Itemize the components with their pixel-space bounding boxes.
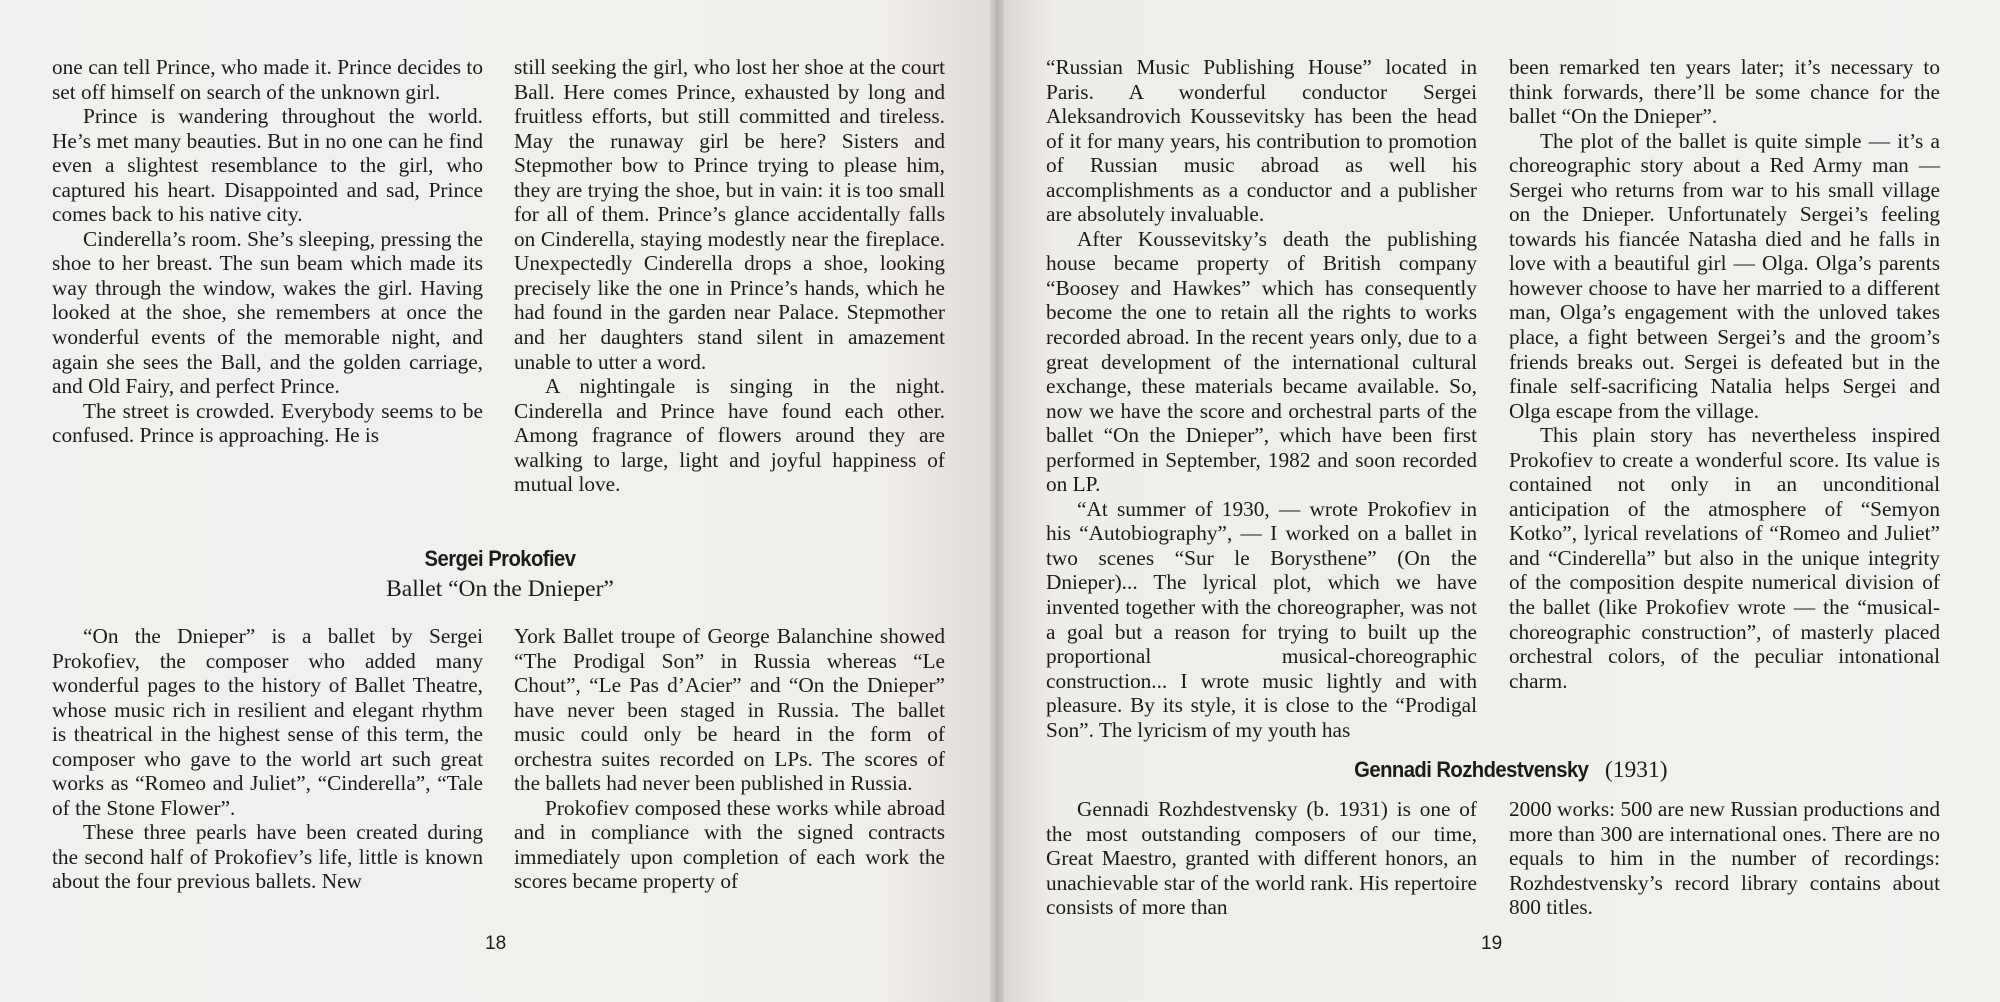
section-heading-prokofiev xyxy=(300,544,700,604)
left-top-column-1 xyxy=(52,55,483,448)
right-top-column-1 xyxy=(1046,55,1477,742)
heading-ballet-title: Ballet “On the Dnieper” xyxy=(386,576,614,602)
paragraph: The plot of the ballet is quite simple — it’s a choreographic story about a Red Army man — Sergei who returns from war to his small village on the Dnieper. Unfortunately Sergei’s feeling towards his fiancée Natasha died and he falls in love with a beautiful girl — Olga. Olga’s parents however choose to have her married to a different man, Olga’s engagement with the unloved takes place, a fight between Sergei’s and the groom’s friends breaks out. Sergei is defeated but in the finale self-sacrificing Natalia helps Sergei and Olga escape from the village. xyxy=(1509,128,1940,423)
heading-composer-name: Sergei Prokofiev xyxy=(424,546,576,571)
left-top-column-2 xyxy=(514,55,945,497)
paragraph: “At summer of 1930, — wrote Prokofiev in his “Autobiography”, — I worked on a ballet in two scenes “Sur le Borysthene” (On the Dnieper)... The lyrical plot, which we have invented together with the choreographer, was not a goal but a reason for trying to built up the proportional musical-choreographic construction... I wrote music lightly and with pleasure. By its style, it is close to the “Prodigal Son”. The lyricism of my youth has xyxy=(1046,496,1477,742)
paragraph: one can tell Prince, who made it. Prince decides to set off himself on search of the unknown girl. xyxy=(52,55,483,104)
right-bottom-column-2 xyxy=(1509,797,1940,920)
paragraph: been remarked ten years later; it’s necessary to think forwards, there’ll be some chance for the ballet “On the Dnieper”. xyxy=(1509,55,1940,129)
paragraph: Prince is wandering throughout the world. He’s met many beauties. But in no one can he find even a slightest resemblance to the girl, who captured his heart. Disappointed and sad, Prince comes back to his native city. xyxy=(52,104,483,227)
paragraph: “Russian Music Publishing House” located in Paris. A wonderful conductor Sergei Aleksandrovich Koussevitsky has been the head of it for many years, his contribution to promotion of Russian music abroad as well his accomplishments as a conductor and a publisher are absolutely invaluable. xyxy=(1046,55,1477,227)
left-bottom-column-2 xyxy=(514,624,945,894)
paragraph: Gennadi Rozhdestvensky (b. 1931) is one of the most outstanding composers of our time, Great Maestro, granted with different honors, an unachievable star of the world rank. His repertoire consists of more than xyxy=(1046,797,1477,920)
paragraph: After Koussevitsky’s death the publishing house became property of British company “Boosey and Hawkes” which has consequently become the one to retain all the rights to works recorded abroad. In the recent years only, due to a great development of the international cultural exchange, these materials became available. So, now we have the score and orchestral parts of the ballet “On the Dnieper”, which have been first performed in September, 1982 and soon recorded on LP. xyxy=(1046,226,1477,497)
heading-conductor-name: Gennadi Rozhdestvensky xyxy=(1354,757,1589,782)
right-bottom-column-1 xyxy=(1046,797,1477,920)
right-page xyxy=(996,0,2000,1002)
left-bottom-column-1 xyxy=(52,624,483,894)
paragraph: still seeking the girl, who lost her shoe at the court Ball. Here comes Prince, exhausted by long and fruitless efforts, but still committed and tireless. May the runaway girl be here? Sisters and Stepmother bow to Prince trying to please him, they are trying the shoe, but in vain: it is too small for all of them. Prince’s glance accidentally falls on Cinderella, staying modestly near the fireplace. Unexpectedly Cinderella drops a shoe, looking precisely like the one in Prince’s hands, which he had found in the garden near Palace. Stepmother and her daughters stand silent in amazement unable to utter a word. xyxy=(514,55,945,374)
page-number: 18 xyxy=(485,933,507,954)
right-top-column-2 xyxy=(1509,55,1940,693)
paragraph: York Ballet troupe of George Balanchine showed “The Prodigal Son” in Russia whereas “Le Chout”, “Le Pas d’Acier” and “On the Dnieper” have never been staged in Russia. The ballet music could only be heard in the form of orchestra suites recorded on LPs. The scores of the ballets had never been published in Russia. xyxy=(514,624,945,796)
section-heading-rozhdestvensky xyxy=(1286,755,1726,785)
paragraph: 2000 works: 500 are new Russian productions and more than 300 are international ones. There are no equals to him in the number of recordings: Rozhdestvensky’s record library contains about 800 titles. xyxy=(1509,797,1940,920)
paragraph: A nightingale is singing in the night. Cinderella and Prince have found each other. Among fragrance of flowers around they are walking to large, light and joyful happiness of mutual love. xyxy=(514,374,945,497)
heading-years: (1931) xyxy=(1604,757,1668,783)
page-number: 19 xyxy=(1481,933,1503,954)
paragraph: Cinderella’s room. She’s sleeping, pressing the shoe to her breast. The sun beam which made its way through the window, wakes the girl. Having looked at the shoe, she remembers at once the wonderful events of the memorable night, and again she sees the Ball, and the golden carriage, and Old Fairy, and perfect Prince. xyxy=(52,226,483,399)
paragraph: The street is crowded. Everybody seems to be confused. Prince is approaching. He is xyxy=(52,398,483,448)
paragraph: “On the Dnieper” is a ballet by Sergei Prokofiev, the composer who added many wonderful pages to the history of Ballet Theatre, whose music rich in resilient and elegant rhythm is theatrical in the highest sense of this term, the composer who gave to the world art such great works as “Romeo and Juliet”, “Cinderella”, “Tale of the Stone Flower”. xyxy=(52,624,483,820)
left-page xyxy=(0,0,996,1002)
paragraph: This plain story has nevertheless inspired Prokofiev to create a wonderful score. Its value is contained not only in an unconditional anticipation of the atmosphere of “Semyon Kotko”, lyrical revelations of “Romeo and Juliet” and “Cinderella” but also in the unique integrity of the composition despite numerical division of the ballet (like Prokofiev wrote — the “musical-choreographic construction”, of masterly placed orchestral colors, of the peculiar intonational charm. xyxy=(1509,423,1940,693)
paragraph: These three pearls have been created during the second half of Prokofiev’s life, little is known about the four previous ballets. New xyxy=(52,820,483,894)
binding-gutter xyxy=(990,0,1004,1002)
paragraph: Prokofiev composed these works while abroad and in compliance with the signed contracts immediately upon completion of each work the scores became property of xyxy=(514,795,945,894)
